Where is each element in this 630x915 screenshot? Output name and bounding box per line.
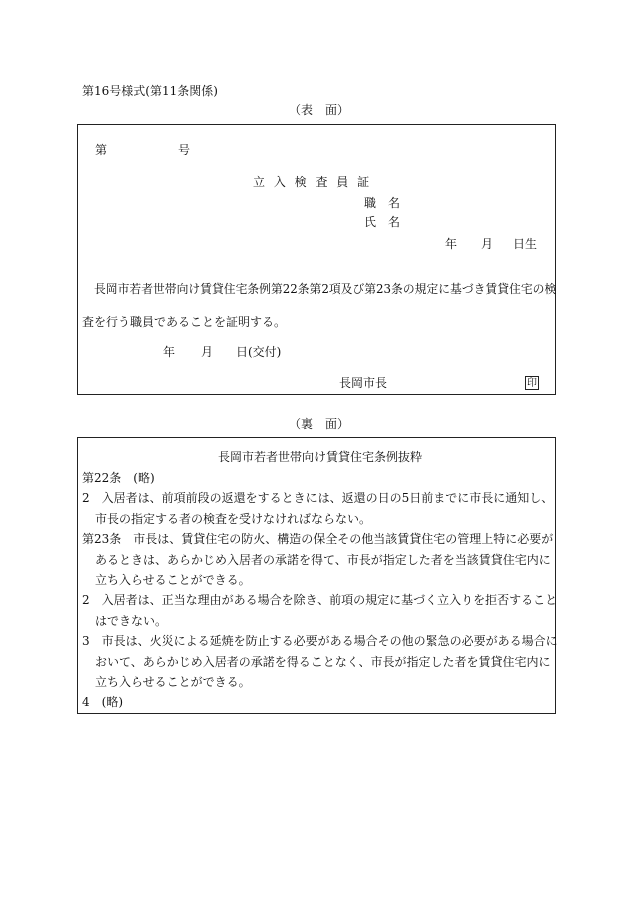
number-prefix: 第	[95, 143, 108, 157]
back-heading: （裏 面）	[289, 417, 350, 431]
excerpt-line: 第23条 市長は、賃貸住宅の防火、構造の保全その他当該賃貸住宅の管理上特に必要が	[82, 532, 554, 546]
position-label: 職 名	[364, 196, 401, 210]
excerpt-line: 第22条 (略)	[82, 471, 155, 485]
excerpt-line: 立ち入らせることができる。	[95, 675, 251, 689]
excerpt-line: おいて、あらかじめ入居者の承諾を得ることなく、市長が指定した者を賃貸住宅内に	[95, 655, 551, 669]
statement-line-2: 査を行う職員であることを証明する。	[82, 315, 287, 329]
excerpt-line: 2 入居者は、正当な理由がある場合を除き、前項の規定に基づく立入りを拒否すること	[82, 593, 558, 607]
excerpt-line: 立ち入らせることができる。	[95, 573, 251, 587]
excerpt-line: 3 市長は、火災による延焼を防止する必要がある場合その他の緊急の必要がある場合に	[82, 634, 558, 648]
birth-month: 月	[481, 237, 494, 251]
issue-year: 年	[163, 345, 176, 359]
birth-year: 年	[445, 237, 458, 251]
excerpt-line: はできない。	[95, 614, 168, 628]
excerpt-title: 長岡市若者世帯向け賃貸住宅条例抜粋	[218, 450, 423, 464]
issuer: 長岡市長	[339, 376, 388, 390]
birth-day: 日生	[513, 237, 538, 251]
form-number: 第16号様式(第11条関係)	[82, 84, 218, 98]
issue-month: 月	[201, 345, 214, 359]
seal-mark: 印	[527, 378, 537, 389]
excerpt-line: あるときは、あらかじめ入居者の承諾を得て、市長が指定した者を当該賃貸住宅内に	[95, 553, 551, 567]
front-card	[77, 124, 556, 395]
excerpt-line: 2 入居者は、前項前段の返還をするときには、返還の日の5日前までに市長に通知し、	[82, 491, 554, 505]
front-heading: （表 面）	[289, 103, 350, 117]
name-label: 氏 名	[364, 215, 401, 229]
issue-day: 日(交付)	[236, 345, 282, 359]
excerpt-line: 4 (略)	[82, 695, 123, 709]
card-title: 立 入 検 査 員 証	[253, 175, 370, 189]
number-suffix: 号	[178, 143, 191, 157]
statement-line-1: 長岡市若者世帯向け賃貸住宅条例第22条第2項及び第23条の規定に基づき賃貸住宅の検	[94, 282, 557, 296]
excerpt-line: 市長の指定する者の検査を受けなければならない。	[95, 512, 372, 526]
